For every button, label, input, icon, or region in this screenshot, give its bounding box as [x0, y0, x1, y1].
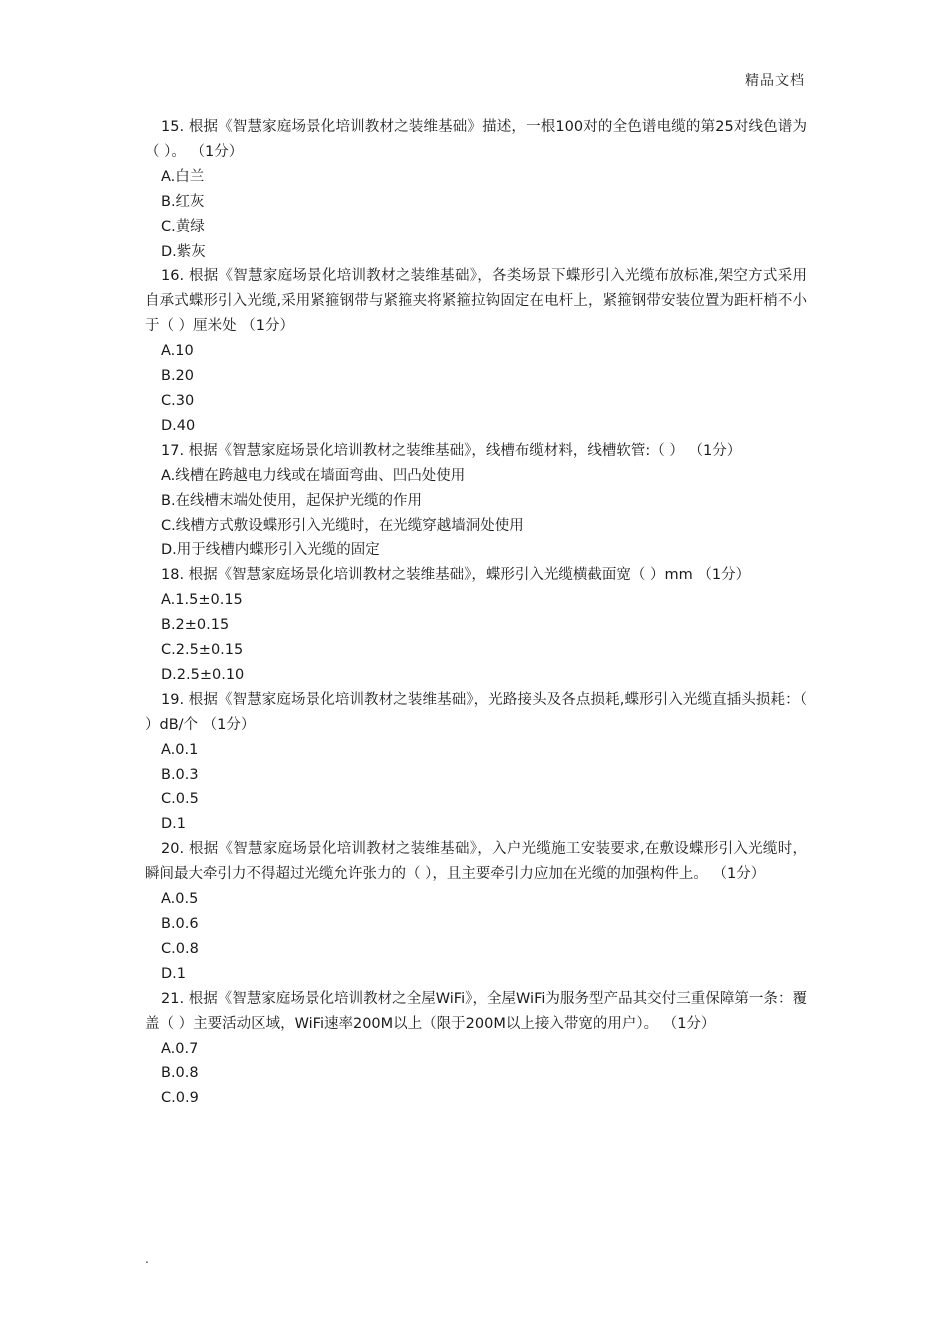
- question-21: [145, 987, 807, 1112]
- option-b: B.2±0.15: [161, 617, 230, 634]
- question-20: [145, 837, 807, 986]
- question-text: 20. 根据《智慧家庭场景化培训教材之装维基础》，入户光缆施工安装要求,在敷设蝶形引入光缆时，瞬间最大牵引力不得超过光缆允许张力的（ ），且主要牵引力应加在光缆的加强构件上。 （1分）: [145, 841, 807, 883]
- option-b: B.0.3: [161, 766, 199, 783]
- option-a: A.0.7: [161, 1040, 199, 1057]
- option-b: B.0.8: [161, 1065, 199, 1082]
- option-b: B.在线槽末端处使用，起保护光缆的作用: [161, 492, 423, 509]
- question-15: [145, 115, 807, 264]
- question-text: 21. 根据《智慧家庭场景化培训教材之全屋WiFi》，全屋WiFi为服务型产品其交付三重保障第一条：覆盖（ ）主要活动区域，WiFi速率200M以上（限于200M以上接入带宽的用户）。 （1分）: [145, 990, 807, 1032]
- option-d: D.40: [161, 417, 196, 434]
- option-a: A.0.1: [161, 741, 199, 758]
- option-d: D.1: [161, 965, 186, 982]
- option-b: B.红灰: [161, 193, 205, 210]
- option-c: C.2.5±0.15: [161, 642, 244, 659]
- question-text: 16. 根据《智慧家庭场景化培训教材之装维基础》，各类场景下蝶形引入光缆布放标准,架空方式采用自承式蝶形引入光缆,采用紧箍钢带与紧箍夹将紧箍拉钩固定在电杆上，紧箍钢带安装位置为距杆梢不小于（ ）厘米处 （1分）: [145, 268, 807, 335]
- option-a: A.线槽在跨越电力线或在墙面弯曲、凹凸处使用: [161, 467, 466, 484]
- footer-mark: .: [145, 1252, 149, 1266]
- option-d: D.2.5±0.10: [161, 666, 245, 683]
- option-a: A.白兰: [161, 168, 205, 185]
- question-list: [145, 115, 807, 1111]
- option-d: D.紫灰: [161, 243, 206, 260]
- option-d: D.用于线槽内蝶形引入光缆的固定: [161, 542, 380, 559]
- option-a: A.1.5±0.15: [161, 592, 243, 609]
- question-text: 19. 根据《智慧家庭场景化培训教材之装维基础》，光路接头及各点损耗,蝶形引入光缆直插头损耗：（ ）dB/个 （1分）: [145, 691, 807, 733]
- question-17: [145, 439, 807, 564]
- option-c: C.0.9: [161, 1090, 199, 1107]
- option-c: C.0.8: [161, 940, 199, 957]
- question-text: 17. 根据《智慧家庭场景化培训教材之装维基础》，线槽布缆材料，线槽软管:（ ） （1分）: [161, 442, 742, 459]
- option-c: C.0.5: [161, 791, 199, 808]
- question-text: 18. 根据《智慧家庭场景化培训教材之装维基础》，蝶形引入光缆横截面宽（ ）mm （1分）: [161, 567, 751, 584]
- question-19: [145, 688, 807, 837]
- page-header: 精品文档: [745, 73, 805, 89]
- question-text: 15. 根据《智慧家庭场景化培训教材之装维基础》描述，一根100对的全色谱电缆的第25对线色谱为（ ）。 （1分）: [145, 119, 807, 160]
- option-d: D.1: [161, 816, 186, 833]
- option-a: A.0.5: [161, 891, 199, 908]
- question-16: [145, 264, 807, 438]
- option-a: A.10: [161, 343, 194, 360]
- option-c: C.30: [161, 392, 195, 409]
- option-b: B.20: [161, 368, 195, 385]
- question-18: [145, 563, 807, 688]
- option-b: B.0.6: [161, 916, 199, 932]
- option-c: C.线槽方式敷设蝶形引入光缆时，在光缆穿越墙洞处使用: [161, 517, 524, 534]
- option-c: C.黄绿: [161, 218, 205, 235]
